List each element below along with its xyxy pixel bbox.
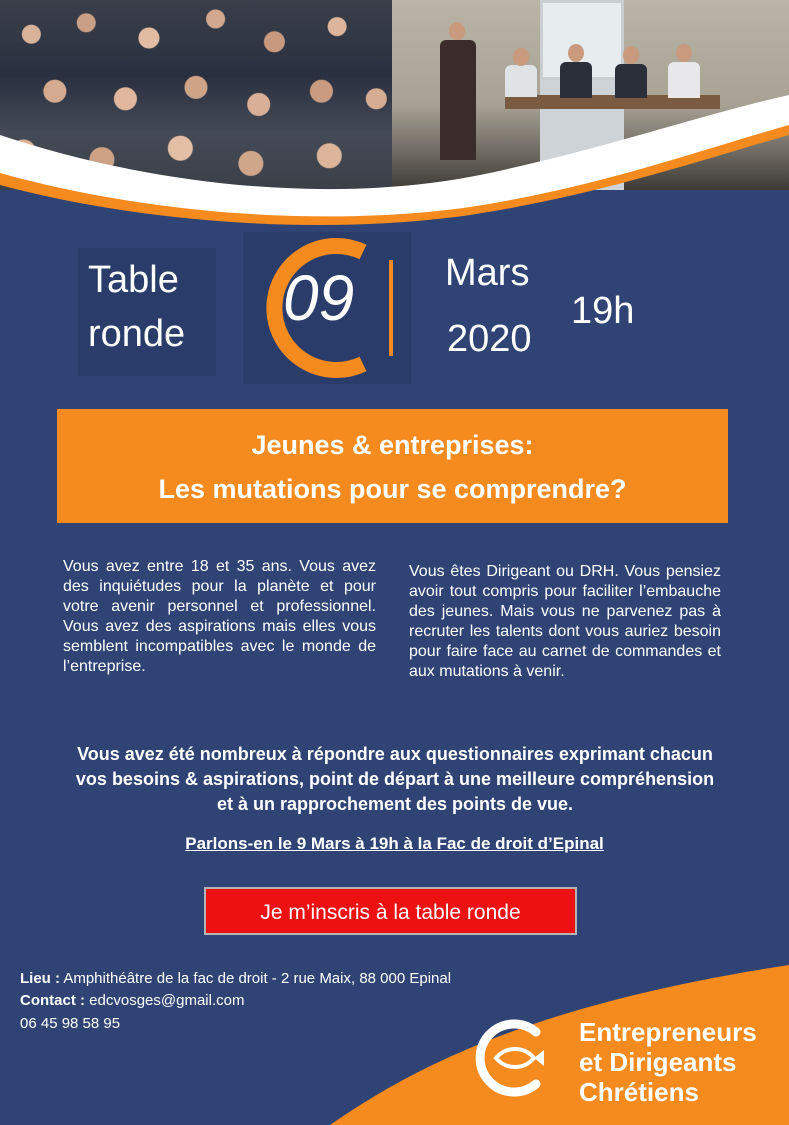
event-type-line1: Table: [88, 259, 179, 301]
title-line1: Jeunes & entreprises:: [251, 430, 534, 460]
venue-label: Lieu :: [20, 970, 60, 987]
venue-line: [20, 970, 451, 987]
photo-panelist-head: [568, 44, 584, 62]
register-button[interactable]: Je m’inscris à la table ronde: [204, 887, 577, 935]
edc-logo-icon: [474, 1018, 554, 1098]
contact-label: Contact :: [20, 992, 85, 1009]
event-year: 2020: [447, 318, 532, 360]
photo-panelist-head: [676, 44, 692, 62]
logo-line3: Chrétiens: [579, 1077, 699, 1107]
contact-line: [20, 992, 244, 1009]
header-wave: [0, 95, 789, 235]
employer-paragraph: Vous êtes Dirigeant ou DRH. Vous pensiez avoir tout compris pour faciliter l’embauche des jeunes. Mais vous ne parvenez pas à recruter les talents dont vous auriez besoin pour faire face au carnet de commandes et aux mutations à venir.: [409, 563, 721, 680]
youth-paragraph: Vous avez entre 18 et 35 ans. Vous avez des inquiétudes pour la planète et pour votre avenir personnel et professionnel. Vous avez des aspirations mais elles vous semblent incompatibles avec le monde de l’entreprise.: [63, 558, 376, 675]
logo-line1: Entrepreneurs: [579, 1017, 757, 1047]
logo-line2: et Dirigeants: [579, 1047, 737, 1077]
contact-phone: 06 45 98 58 95: [20, 1015, 121, 1032]
photo-panelist: [560, 62, 592, 98]
event-day: 09: [283, 262, 355, 334]
title-line2: Les mutations pour se comprendre?: [158, 474, 627, 504]
photo-panelist: [668, 62, 700, 98]
contact-email[interactable]: edcvosges@gmail.com: [85, 992, 245, 1009]
photo-panelist: [615, 64, 647, 98]
event-details-link[interactable]: Parlons-en le 9 Mars à 19h à la Fac de droit d’Epinal: [185, 834, 604, 853]
event-month: Mars: [445, 252, 530, 294]
photo-speaker-head: [449, 22, 465, 40]
event-type-line2: ronde: [88, 313, 186, 355]
survey-paragraph: Vous avez été nombreux à répondre aux questionnaires exprimant chacun vos besoins & aspirations, point de départ à une meilleure compréhension et à un rapprochement des points de vue.: [75, 744, 715, 814]
photo-panelist: [505, 65, 537, 97]
photo-panelist-head: [513, 48, 529, 66]
event-time: 19h: [571, 290, 635, 332]
venue-value: Amphithéâtre de la fac de droit - 2 rue Maix, 88 000 Epinal: [60, 970, 452, 987]
photo-panelist-head: [623, 46, 639, 64]
